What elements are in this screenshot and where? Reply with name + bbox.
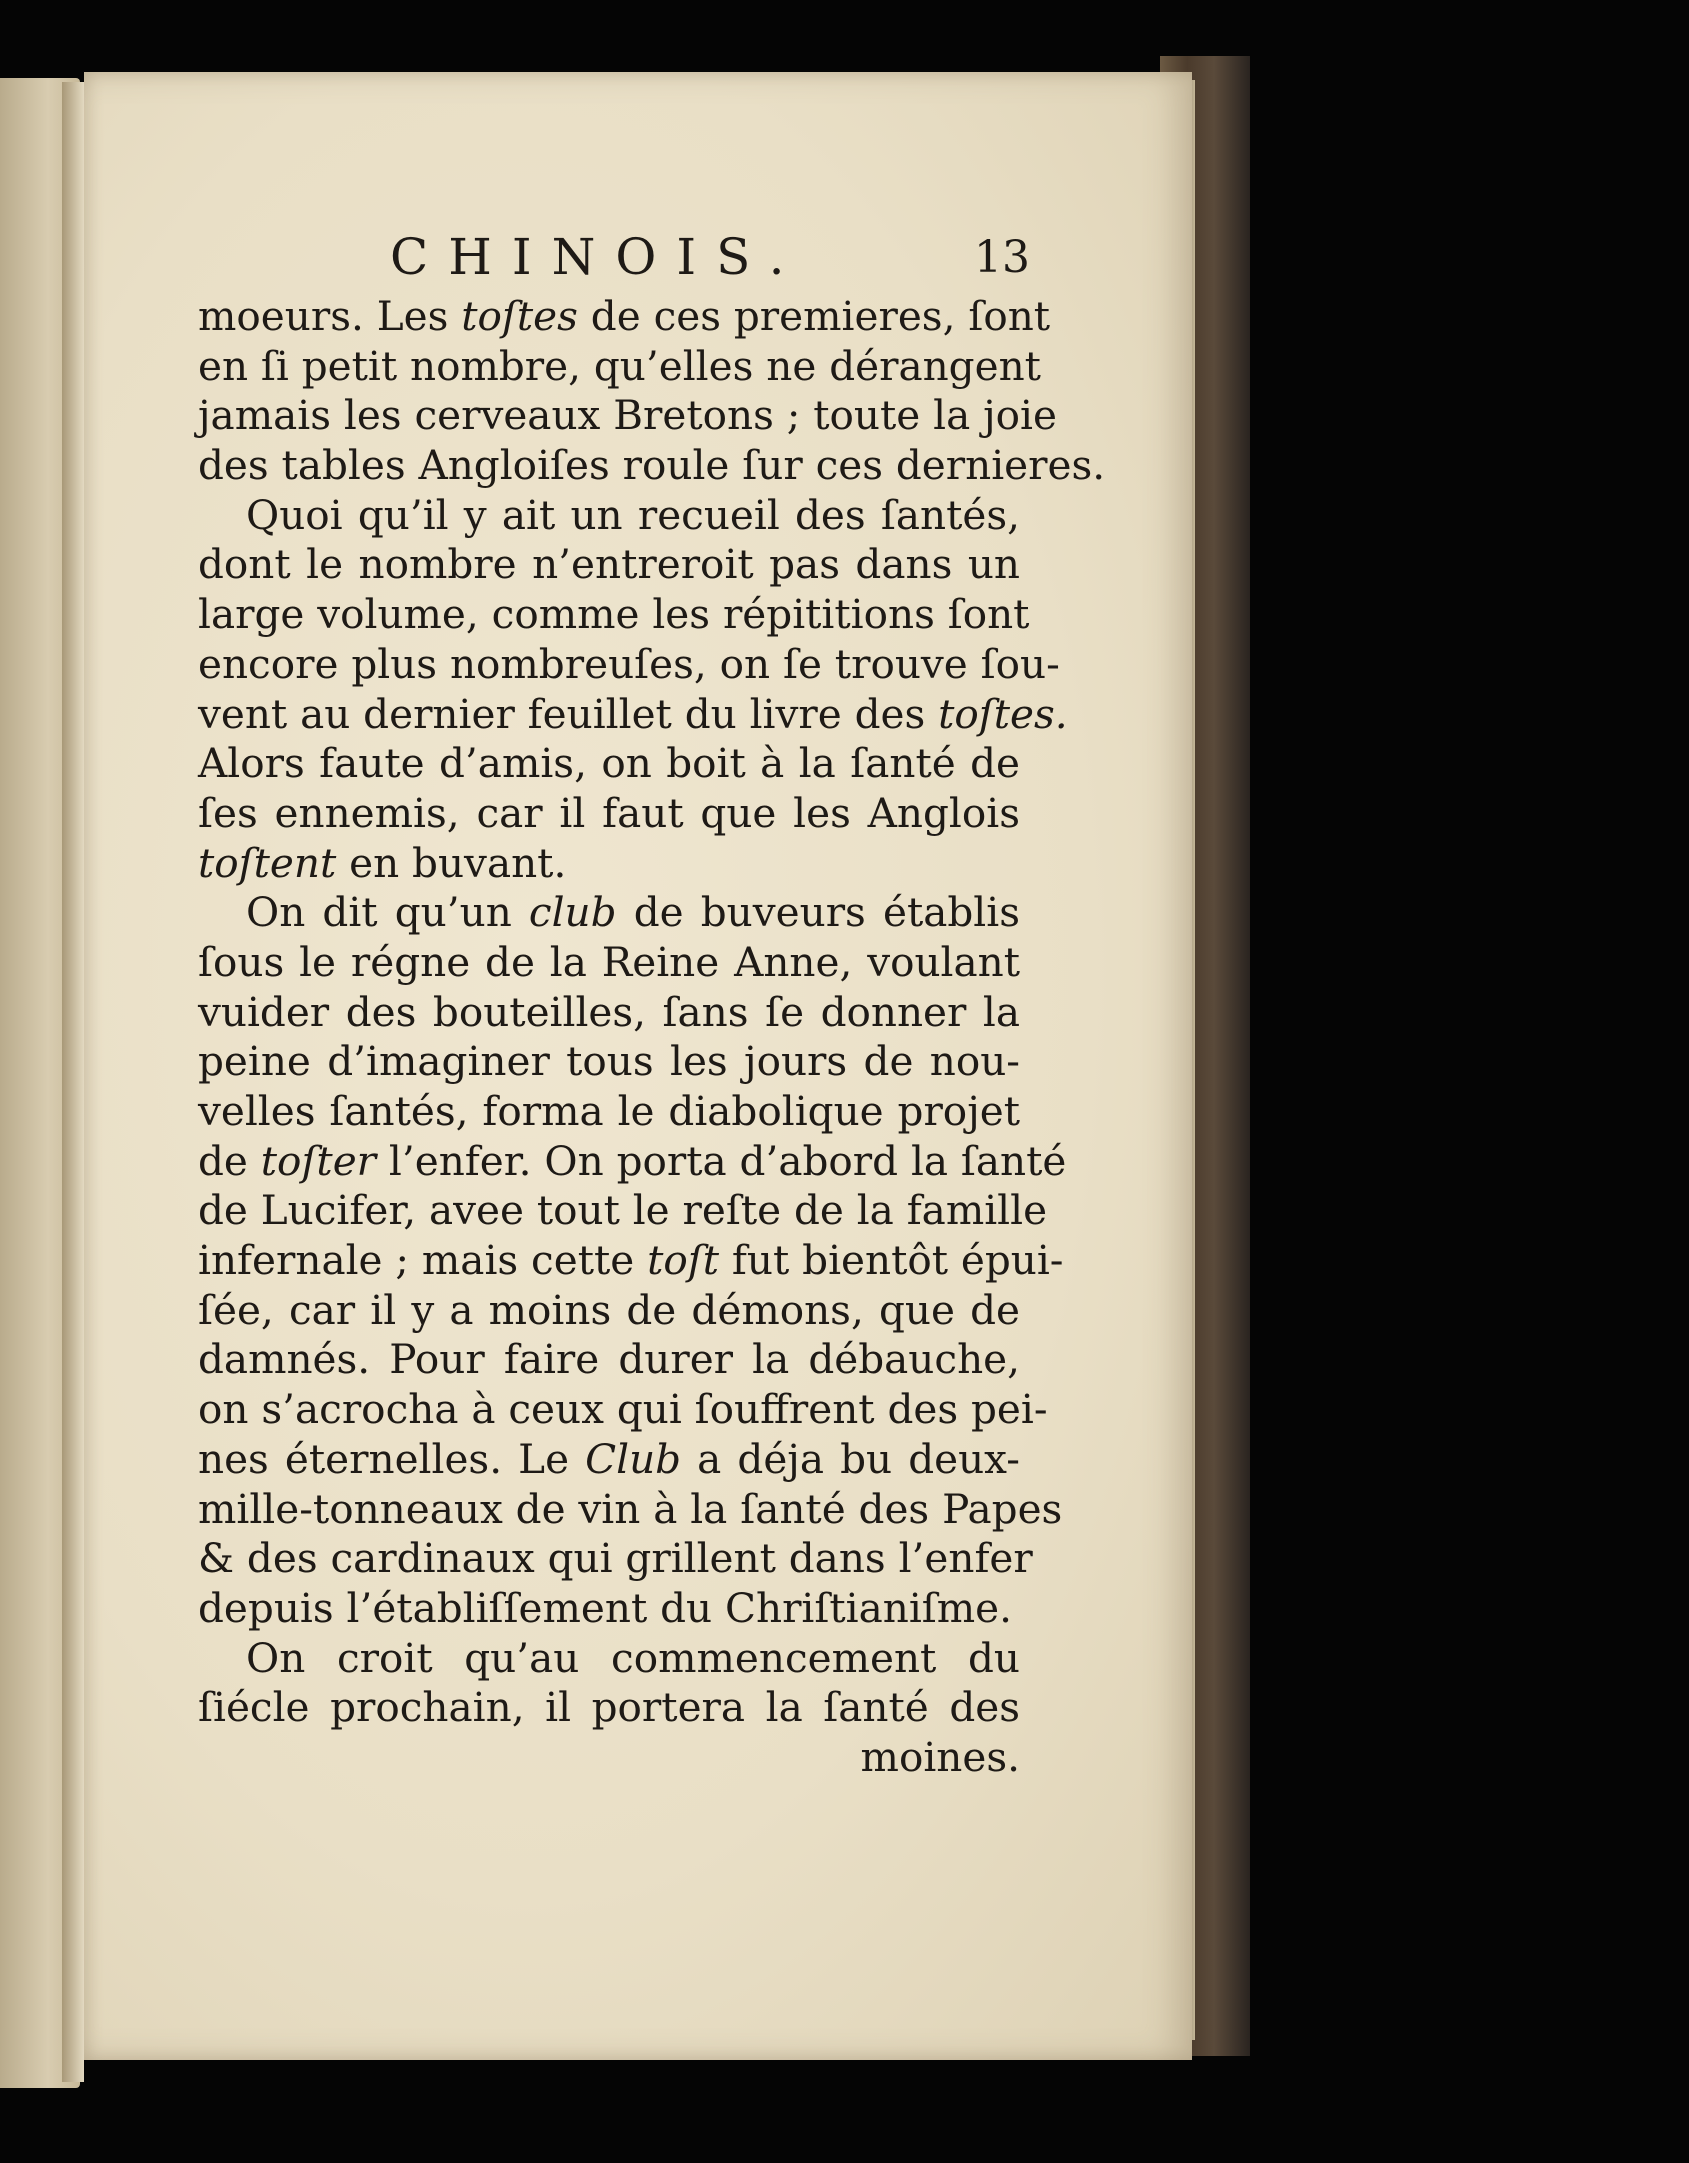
- text-line: moines.: [860, 1732, 1020, 1781]
- text-line: damnés. Pour faire durer la débauche,: [198, 1335, 1020, 1384]
- text-line: jamais les cerveaux Bretons ; toute la joie: [198, 391, 1057, 440]
- page-number: 13: [974, 232, 1030, 283]
- text-line: de Lucifer, avee tout le reſte de la famille: [198, 1186, 1048, 1235]
- text-line: dont le nombre n’entreroit pas dans un: [198, 540, 1020, 589]
- text-line: on s’acrocha à ceux qui ſouffrent des pei-: [198, 1385, 1048, 1434]
- text-line: toſtent en buvant.: [198, 838, 567, 887]
- text-line: & des cardinaux qui grillent dans l’enfer: [198, 1534, 1033, 1583]
- italic-word: toſtent: [198, 838, 337, 887]
- text-line: en ſi petit nombre, qu’elles ne dérangent: [198, 341, 1041, 390]
- text-line: des tables Angloiſes roule ſur ces dernieres.: [198, 441, 1106, 490]
- text-line: ſous le régne de la Reine Anne, voulant: [198, 937, 1020, 986]
- body-text: [198, 292, 1106, 1783]
- text-line: ſiécle prochain, il portera la ſanté des: [198, 1683, 1020, 1732]
- text-line: ſes ennemis, car il faut que les Anglois: [198, 788, 1020, 837]
- text-line: vuider des bouteilles, ſans ſe donner la: [198, 987, 1020, 1036]
- text-line: mille-tonneaux de vin à la ſanté des Papes: [198, 1484, 1063, 1533]
- text-line: On dit qu’un club de buveurs établis: [246, 888, 1020, 937]
- text-line: infernale ; mais cette toſt fut bientôt épui-: [198, 1236, 1064, 1285]
- running-head: [390, 228, 1030, 298]
- italic-word: toſtes.: [938, 689, 1068, 738]
- italic-word: club: [528, 888, 617, 937]
- left-page-gutter: [62, 82, 84, 2082]
- italic-word: toſter: [260, 1136, 377, 1185]
- text-line: velles ſantés, forma le diabolique projet: [198, 1087, 1020, 1135]
- text-line: de toſter l’enfer. On porta d’abord la ſanté: [198, 1136, 1067, 1185]
- text-line: depuis l’établiſſement du Chriſtianiſme.: [198, 1583, 1013, 1632]
- text-line: On croit qu’au commencement du: [246, 1633, 1020, 1682]
- text-line: Alors faute d’amis, on boit à la ſanté de: [198, 739, 1020, 788]
- italic-word: toſt: [647, 1236, 720, 1285]
- text-line: moeurs. Les toſtes de ces premieres, ſont: [198, 292, 1051, 340]
- italic-word: Club: [585, 1434, 682, 1483]
- text-line: nes éternelles. Le Club a déja bu deux-: [198, 1434, 1020, 1483]
- text-line: large volume, comme les répititions ſont: [198, 590, 1030, 639]
- italic-word: toſtes: [461, 292, 578, 340]
- text-line: Quoi qu’il y ait un recueil des ſantés,: [246, 490, 1020, 539]
- text-line: peine d’imaginer tous les jours de nou-: [198, 1037, 1020, 1086]
- text-line: encore plus nombreuſes, on ſe trouve ſou-: [198, 639, 1060, 688]
- text-line: ſée, car il y a moins de démons, que de: [198, 1285, 1020, 1334]
- text-line: vent au dernier feuillet du livre des toſtes.: [198, 689, 1068, 738]
- page-title: CHINOIS.: [390, 228, 805, 286]
